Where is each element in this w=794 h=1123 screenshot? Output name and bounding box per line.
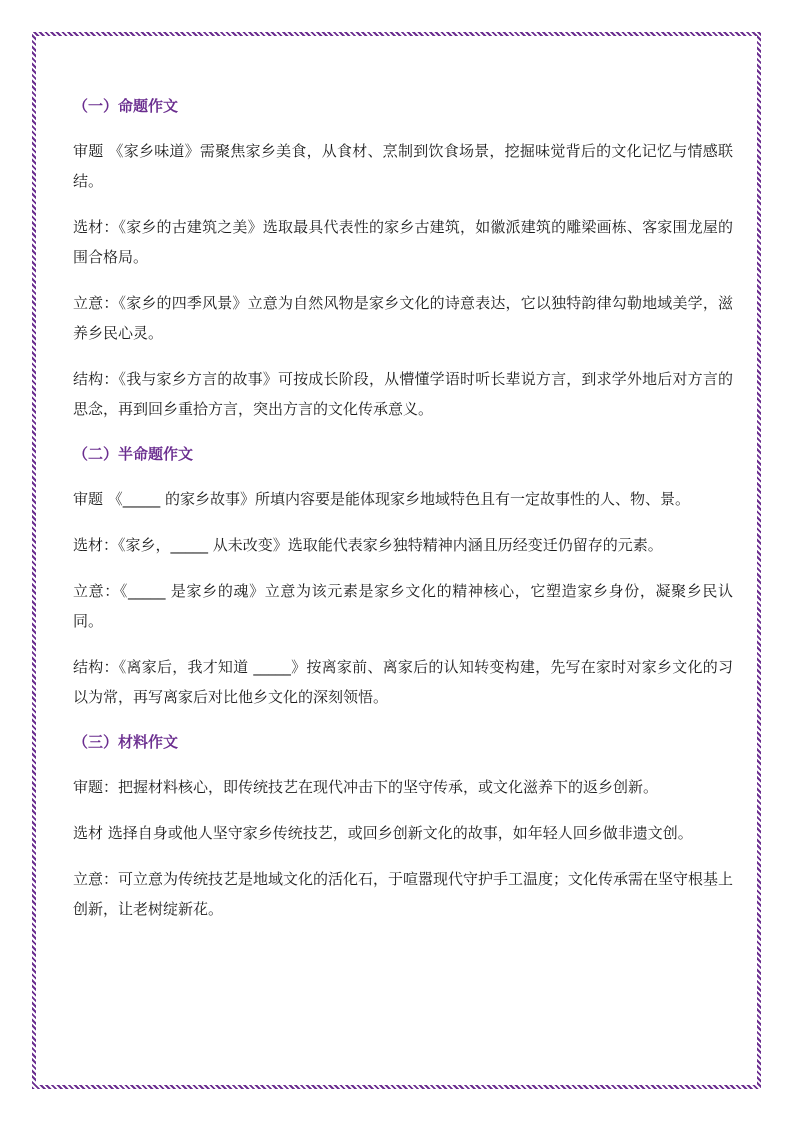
section-heading: （二）半命题作文 xyxy=(73,445,194,463)
paragraph-review-topic: 审题 《_____ 的家乡故事》所填内容要是能体现家乡地域特色且有一定故事性的人、物、景。 xyxy=(73,490,691,508)
paragraph-material-selection: 选材：《家乡，_____ 从未改变》选取能代表家乡独特精神内涵且历经变迁仍留存的元素。 xyxy=(73,536,663,554)
paragraph-material-selection: 选材 选择自身或他人坚守家乡传统技艺，或回乡创新文化的故事，如年轻人回乡做非遗文创。 xyxy=(73,824,693,842)
section-proposition-essay xyxy=(73,92,733,424)
paragraph-theme: 立意：《家乡的四季风景》立意为自然风物是家乡文化的诗意表达，它以独特韵律勾勒地域美学，滋养乡民心灵。 xyxy=(73,294,733,342)
paragraph-structure: 结构：《离家后，我才知道 _____》按离家前、离家后的认知转变构建，先写在家时对家乡文化的习以为常，再写离家后对比他乡文化的深刻领悟。 xyxy=(73,658,733,706)
section-heading: （一）命题作文 xyxy=(73,97,179,115)
paragraph-structure: 结构：《我与家乡方言的故事》可按成长阶段，从懵懂学语时听长辈说方言，到求学外地后对方言的思念，再到回乡重拾方言，突出方言的文化传承意义。 xyxy=(73,370,733,418)
paragraph-theme: 立意：《_____ 是家乡的魂》立意为该元素是家乡文化的精神核心，它塑造家乡身份，凝聚乡民认同。 xyxy=(73,582,733,630)
paragraph-theme: 立意：可立意为传统技艺是地域文化的活化石，于喧嚣现代守护手工温度；文化传承需在坚守根基上创新，让老树绽新花。 xyxy=(73,870,734,918)
paragraph-review-topic: 审题：把握材料核心，即传统技艺在现代冲击下的坚守传承，或文化滋养下的返乡创新。 xyxy=(73,778,659,796)
section-semi-proposition-essay xyxy=(73,440,733,712)
section-material-essay xyxy=(73,728,733,924)
paragraph-review-topic: 审题 《家乡味道》需聚焦家乡美食，从食材、烹制到饮食场景，挖掘味觉背后的文化记忆与情感联结。 xyxy=(73,142,733,190)
section-heading: （三）材料作文 xyxy=(73,733,179,751)
document-body xyxy=(73,92,733,940)
paragraph-material-selection: 选材：《家乡的古建筑之美》选取最具代表性的家乡古建筑，如徽派建筑的雕梁画栋、客家围龙屋的围合格局。 xyxy=(73,218,733,266)
